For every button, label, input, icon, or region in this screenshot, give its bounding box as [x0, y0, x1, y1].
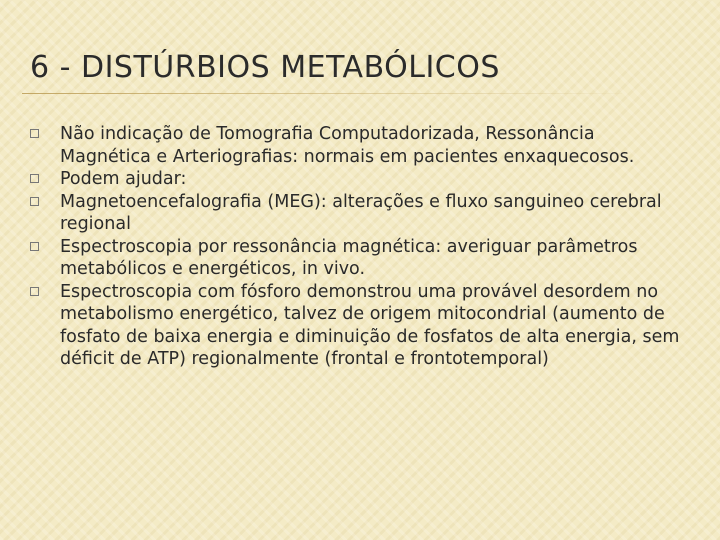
title-underline [22, 93, 622, 94]
square-bullet-icon [30, 197, 39, 206]
bullet-item [30, 281, 680, 371]
square-bullet-icon [30, 129, 39, 138]
bullet-text: Magnetoencefalografia (MEG): alterações e fluxo sanguineo cerebral regional [60, 191, 662, 234]
bullet-text: Espectroscopia por ressonância magnética: averiguar parâmetros metabólicos e energéticos, in vivo. [60, 236, 638, 279]
square-bullet-icon [30, 242, 39, 251]
bullet-text: Não indicação de Tomografia Computadorizada, Ressonância Magnética e Arteriografias: normais em pacientes enxaquecosos. [60, 124, 635, 167]
bullet-text: Podem ajudar: [60, 169, 187, 189]
square-bullet-icon [30, 174, 39, 183]
slide-title: 6 - DISTÚRBIOS METABÓLICOS [30, 50, 500, 85]
square-bullet-icon [30, 287, 39, 296]
bullet-item [30, 123, 680, 168]
bullet-item [30, 191, 680, 236]
bullet-text: Espectroscopia com fósforo demonstrou uma provável desordem no metabolismo energético, talvez de origem mitocondrial (aumento de fosfato de baixa energia e diminuição de fosfatos de alta energia, sem déficit de ATP) regionalmente (frontal e frontotemporal) [60, 281, 680, 369]
bullet-list [30, 123, 680, 371]
bullet-item [30, 236, 680, 281]
bullet-item [30, 168, 680, 191]
